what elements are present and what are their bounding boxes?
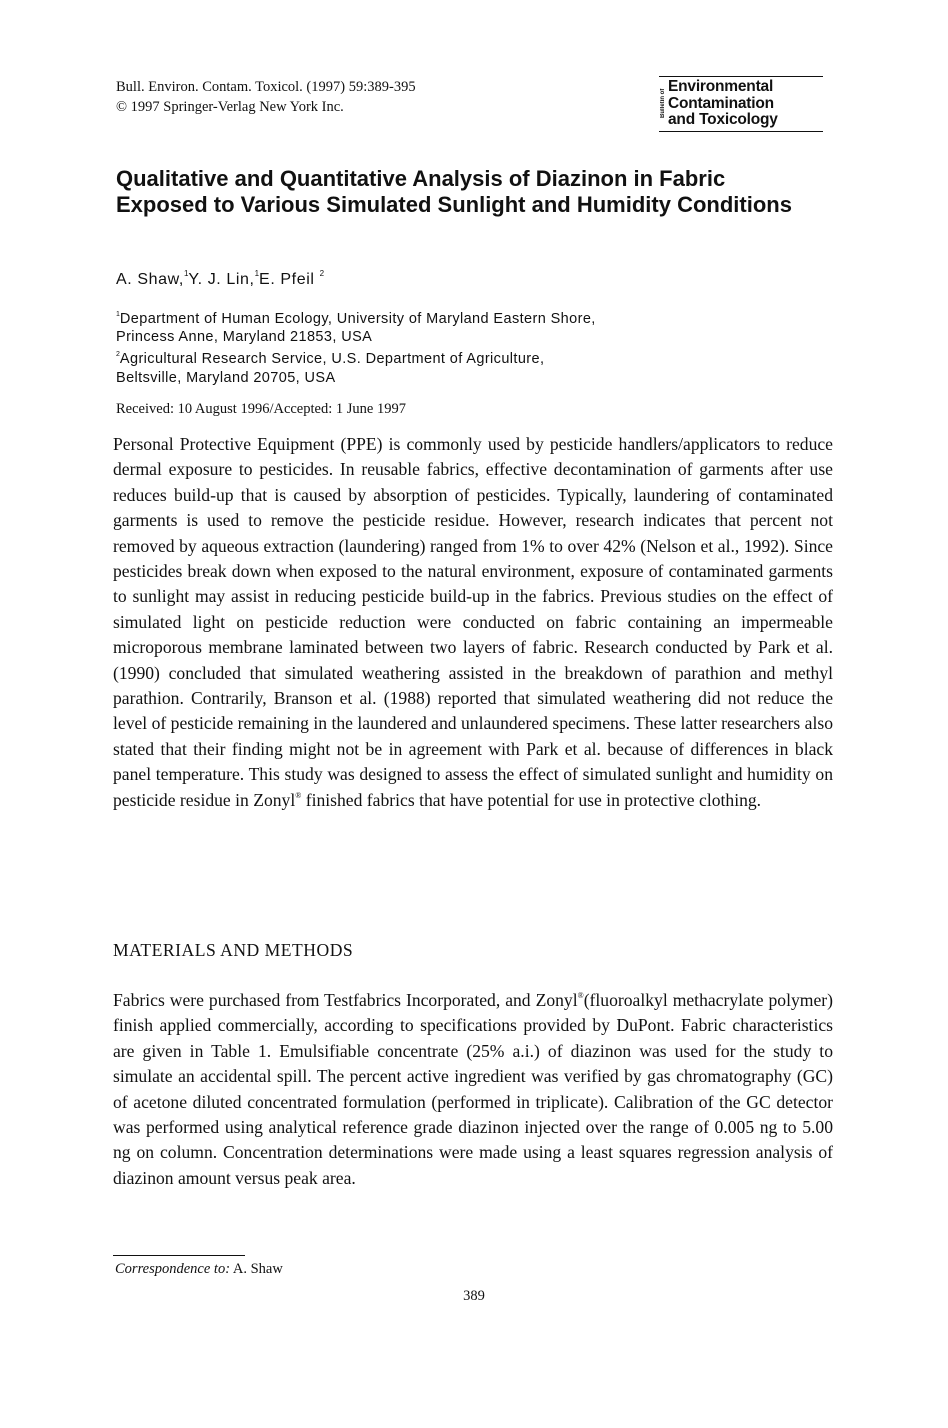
journal-logo-line: Contamination (668, 94, 774, 112)
author-name: A. Shaw, (116, 271, 184, 288)
affiliation-text: Department of Human Ecology, University of Maryland Eastern Shore, (119, 311, 596, 327)
affiliation-text: Agricultural Research Service, U.S. Department of Agriculture, (119, 351, 545, 368)
methods-text-end: (fluoroalkyl methacrylate polymer) finish applied commercially, according to specifications provided by DuPont. Fabric characteristics are given in Table 1. Emulsifiable concentrate (25% a.i.) of diazinon was used for the study to simulate an accidental spill. The percent active ingredient was verified by gas chromatography (GC) of acetone diluted concentrated formulation (performed in triplicate). Calibration of the GC detector was performed using analytical reference grade diazinon injected over the range of 0.005 ng to 5.00 ng on column. Concentration determinations were made using a least squares regression analysis of diazinon amount versus peak area. (113, 990, 833, 1188)
journal-logo-line: Environmental (668, 78, 774, 95)
affiliation-line (116, 346, 736, 368)
registered-mark: ® (295, 790, 302, 800)
correspondence-label: Correspondence to: (115, 1261, 231, 1277)
affiliation-mark: 2 (116, 351, 120, 359)
affiliation-mark: 2 (319, 269, 325, 278)
author-list (116, 263, 324, 291)
intro-text: Personal Protective Equipment (PPE) is commonly used by pesticide handlers/applicators to reduce dermal exposure to pesticides. In reusable fabrics, effective decontamination of garments after use reduces build-up that is caused by absorption of pesticides. Typically, laundering of contaminated garments is used to remove the pesticide residue. However, research indicates that percent not removed by aqueous extraction (laundering) ranged from 1% to over 42% (Nelson et al., 1992). Since pesticides break down when exposed to the natural environment, exposure of contaminated garments to sunlight may assist in reducing pesticide build-up in the fabrics. Previous studies on the effect of simulated light on pesticide reduction were conducted on fabric containing an impermeable microporous membrane laminated between two layers of fabric. Research conducted by Park et al. (1990) concluded that simulated weathering assisted in the breakdown of parathion and methyl parathion. Contrarily, Branson et al. (1988) reported that simulated weathering did not reduce the level of pesticide remaining in the laundered and unlaundered specimens. These latter researchers also stated that their finding might not be in agreement with Park et al. because of differences in black panel temperature. This study was designed to assess the effect of simulated sunlight and humidity on pesticide residue in Zonyl (113, 434, 833, 810)
journal-logo (659, 76, 823, 132)
footnote-rule (113, 1255, 245, 1256)
affiliation-line: Princess Anne, Maryland 21853, USA (116, 329, 373, 346)
affiliations (116, 306, 736, 387)
journal-logo-line: and Toxicology (668, 111, 778, 128)
affiliation-mark: 1 (116, 311, 120, 318)
journal-logo-bulletin: Bulletin of (660, 88, 666, 118)
section-heading-methods: MATERIALS AND METHODS (113, 940, 354, 960)
citation-line: Bull. Environ. Contam. Toxicol. (1997) 59:389-395 (116, 79, 416, 95)
author-name: E. Pfeil (259, 271, 315, 288)
intro-paragraph (113, 432, 833, 813)
affiliation-line (116, 306, 736, 328)
correspondence-footnote (115, 1259, 283, 1279)
affiliation-mark: 1 (183, 269, 189, 278)
article-title: Qualitative and Quantitative Analysis of Diazinon in Fabric Exposed to Various Simulated Sunlight and Humidity Conditions (116, 166, 792, 217)
registered-mark: ® (577, 991, 584, 1000)
intro-text-end: finished fabrics that have potential for use in protective clothing. (301, 789, 762, 810)
affiliation-mark: 1 (254, 269, 260, 278)
received-dates: Received: 10 August 1996/Accepted: 1 June 1997 (116, 401, 406, 417)
journal-logo-wordmark (668, 79, 778, 129)
methods-text: Fabrics were purchased from Testfabrics Incorporated, and Zonyl (113, 990, 578, 1010)
author-name: Y. J. Lin, (188, 271, 255, 288)
correspondence-name: A. Shaw (230, 1261, 283, 1277)
journal-citation (116, 77, 416, 117)
methods-paragraph (113, 988, 833, 1191)
copyright-line: © 1997 Springer-Verlag New York Inc. (116, 99, 344, 115)
page-number: 389 (463, 1288, 485, 1304)
affiliation-line: Beltsville, Maryland 20705, USA (116, 369, 336, 386)
